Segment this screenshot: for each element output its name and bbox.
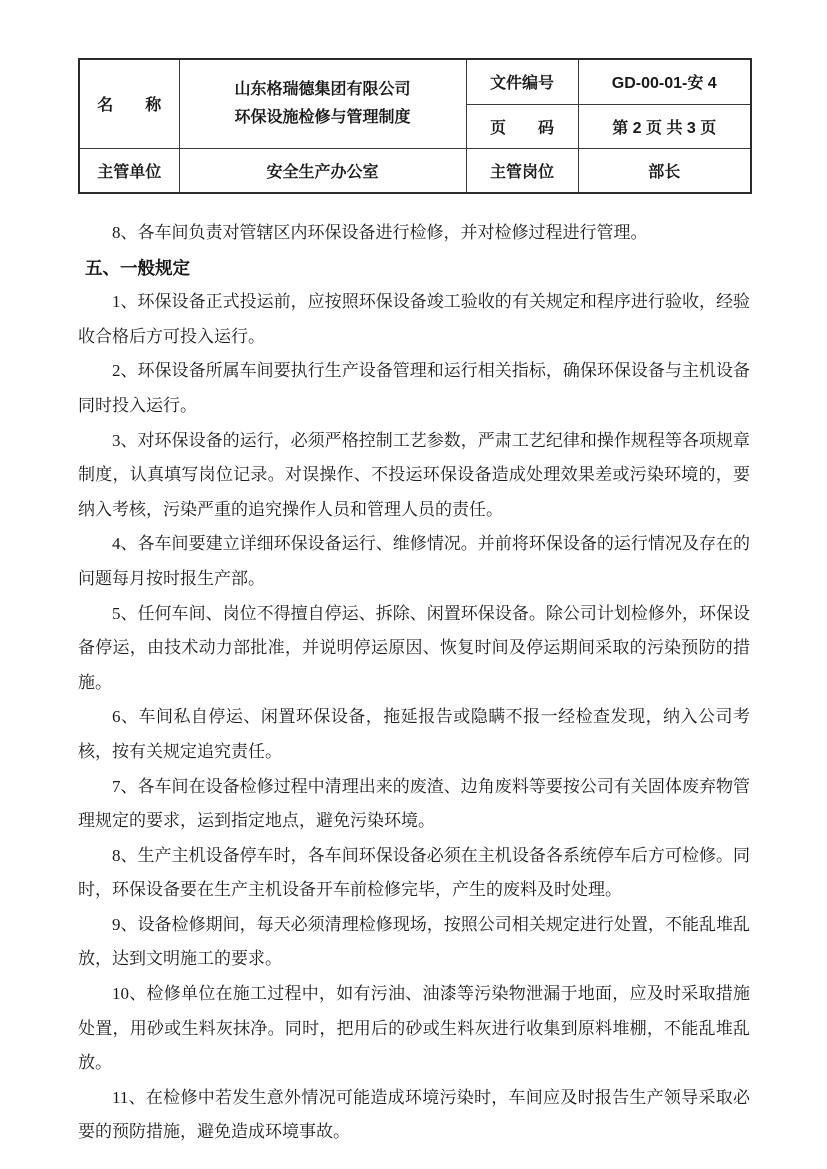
document-body [78, 216, 750, 1150]
company-name: 山东格瑞德集团有限公司 [234, 80, 411, 98]
paragraph-6: 6、车间私自停运、闲置环保设备，拖延报告或隐瞒不报一经检查发现，纳入公司考核，按有关规定追究责任。 [78, 707, 750, 761]
paragraph-9: 9、设备检修期间，每天必须清理检修现场，按照公司相关规定进行处置，不能乱堆乱放，达到文明施工的要求。 [78, 914, 750, 969]
paragraph-3: 3、对环保设备的运行，必须严格控制工艺参数，严肃工艺纪律和操作规程等各项规章制度，认真填写岗位记录。对误操作、不投运环保设备造成处理效果差或污染环境的，要纳入考核，污染严重的追究操作人员和管理人员的责任。 [78, 430, 750, 519]
document-header-table [78, 58, 752, 194]
paragraph-5: 5、任何车间、岗位不得擅自停运、拆除、闲置环保设备。除公司计划检修外，环保设备停运，由技术动力部批准，并说明停运原因、恢复时间及停运期间采取的污染预防的措施。 [78, 603, 750, 692]
dept-label: 主管单位 [79, 148, 179, 193]
paragraph-8: 8、生产主机设备停车时，各车间环保设备必须在主机设备各系统停车后方可检修。同时，环保设备要在生产主机设备开车前检修完毕，产生的废料及时处理。 [78, 845, 750, 900]
paragraph-4: 4、各车间要建立详细环保设备运行、维修情况。并前将环保设备的运行情况及存在的问题每月按时报生产部。 [78, 534, 750, 588]
dept-value: 安全生产办公室 [179, 148, 466, 193]
post-value: 部长 [578, 148, 751, 193]
paragraph-intro-8: 8、各车间负责对管辖区内环保设备进行检修，并对检修过程进行管理。 [112, 223, 648, 242]
page-number-label: 页 码 [466, 104, 578, 148]
doc-number-value: GD-00-01-安 4 [578, 59, 751, 104]
name-label-cell: 名 称 [79, 59, 179, 148]
section-heading: 五、一般规定 [85, 257, 190, 278]
document-title-cell [179, 59, 466, 148]
paragraph-11: 11、在检修中若发生意外情况可能造成环境污染时，车间应及时报告生产领导采取必要的预防措施，避免造成环境事故。 [78, 1087, 750, 1142]
paragraph-2: 2、环保设备所属车间要执行生产设备管理和运行相关指标，确保环保设备与主机设备同时投入运行。 [78, 361, 750, 415]
paragraph-10: 10、检修单位在施工过程中，如有污油、油漆等污染物泄漏于地面，应及时采取措施处置，用砂或生料灰抹净。同时，把用后的砂或生料灰进行收集到原料堆棚，不能乱堆乱放。 [78, 984, 750, 1073]
paragraph-1: 1、环保设备正式投运前，应按照环保设备竣工验收的有关规定和程序进行验收，经验收合格后方可投入运行。 [78, 292, 750, 346]
paragraph-7: 7、各车间在设备检修过程中清理出来的废渣、边角废料等要按公司有关固体废弃物管理规定的要求，运到指定地点，避免污染环境。 [78, 776, 750, 831]
document-title: 环保设施检修与管理制度 [234, 108, 411, 126]
doc-number-label: 文件编号 [466, 59, 578, 104]
post-label: 主管岗位 [466, 148, 578, 193]
page-number-value: 第 2 页 共 3 页 [578, 104, 751, 148]
